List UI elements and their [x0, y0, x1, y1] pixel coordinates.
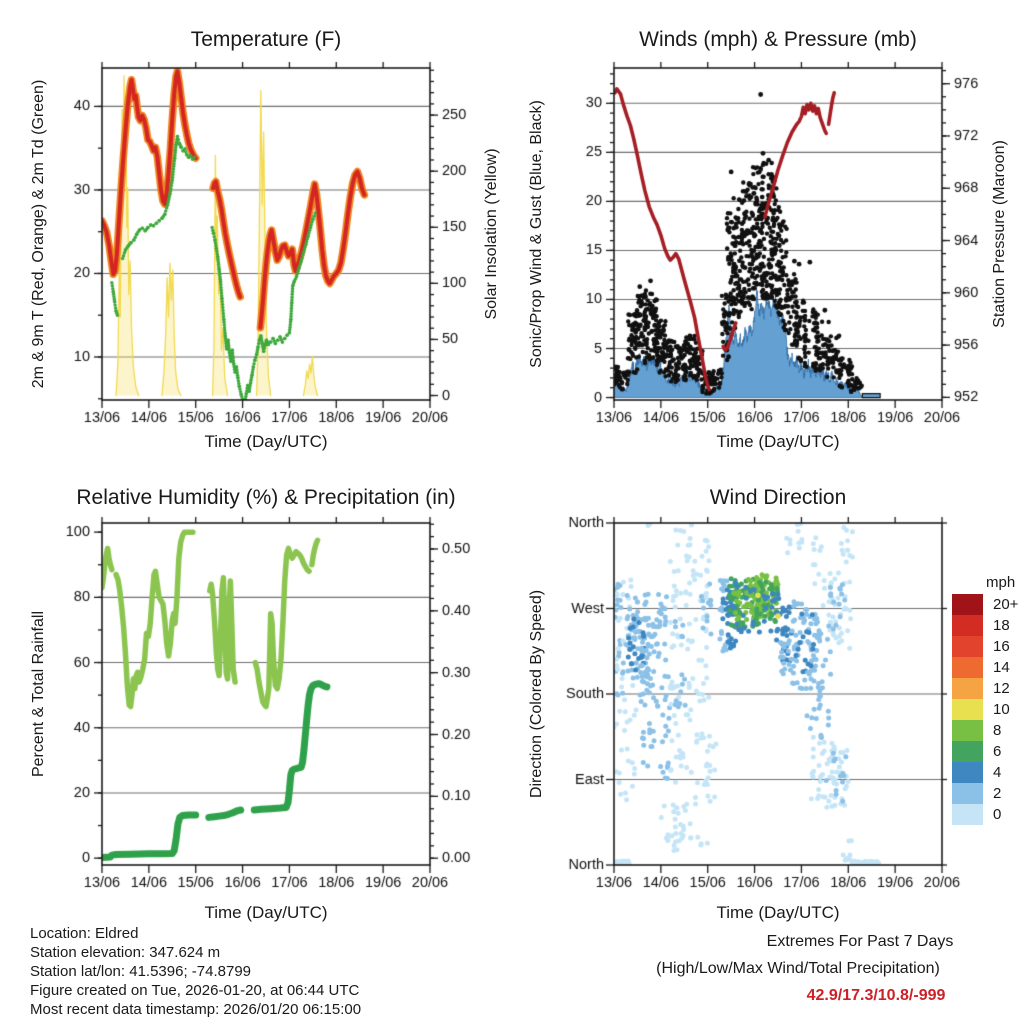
time-axis-label-humidity: Time (Day/UTC)	[204, 903, 328, 922]
colorbar-label-10: 10	[993, 701, 1010, 718]
winds-ylabel-left: Sonic/Prop Wind & Gust (Blue, Black)	[528, 100, 545, 368]
winds-pressure-title: Winds (mph) & Pressure (mb)	[639, 28, 917, 51]
temperature-title: Temperature (F)	[190, 28, 342, 51]
colorbar-label-16: 16	[993, 638, 1010, 655]
time-axis-label-winds: Time (Day/UTC)	[716, 432, 840, 451]
colorbar	[952, 594, 1024, 826]
colorbar-label-6: 6	[993, 743, 1002, 760]
footer-latlon-line: Station lat/lon: 41.5396; -74.8799	[30, 963, 252, 980]
colorbar-label-12: 12	[993, 680, 1010, 697]
colorbar-cell-0	[952, 804, 983, 825]
footer-created-line: Figure created on Tue, 2026-01-20, at 06:44 UTC	[30, 982, 360, 999]
winds-ylabel-right: Station Pressure (Maroon)	[991, 140, 1008, 328]
humidity-ylabel-left: Percent & Total Rainfall	[30, 610, 47, 778]
colorbar-label-14: 14	[993, 659, 1010, 676]
time-axis-label-direction: Time (Day/UTC)	[716, 903, 840, 922]
colorbar-cell-8	[952, 720, 983, 741]
temperature-ylabel-left: 2m & 9m T (Red, Orange) & 2m Td (Green)	[30, 79, 47, 389]
colorbar-label-20+: 20+	[993, 596, 1019, 613]
colorbar-cell-2	[952, 783, 983, 804]
colorbar-label-2: 2	[993, 785, 1002, 802]
extremes-subheading: (High/Low/Max Wind/Total Precipitation)	[656, 960, 940, 977]
footer-location-line: Location: Eldred	[30, 925, 139, 942]
colorbar-label-0: 0	[993, 806, 1002, 823]
footer-elevation-line: Station elevation: 347.624 m	[30, 944, 221, 961]
colorbar-label-4: 4	[993, 764, 1002, 781]
colorbar-cell-16	[952, 636, 983, 657]
colorbar-title: mph	[986, 574, 1016, 591]
humidity-precip-title: Relative Humidity (%) & Precipitation (in)	[76, 486, 456, 509]
colorbar-cell-10	[952, 699, 983, 720]
wind-direction-title: Wind Direction	[709, 486, 847, 509]
colorbar-cell-18	[952, 615, 983, 636]
footer-timestamp-line: Most recent data timestamp: 2026/01/20 06:15:00	[30, 1001, 362, 1018]
colorbar-cell-4	[952, 762, 983, 783]
time-axis-label-temperature: Time (Day/UTC)	[204, 432, 328, 451]
colorbar-label-18: 18	[993, 617, 1010, 634]
colorbar-cell-14	[952, 657, 983, 678]
wind-direction-ylabel-left: Direction (Colored By Speed)	[528, 589, 545, 799]
colorbar-cell-20+	[952, 594, 983, 615]
colorbar-cell-12	[952, 678, 983, 699]
colorbar-label-8: 8	[993, 722, 1002, 739]
colorbar-cell-6	[952, 741, 983, 762]
extremes-values: 42.9/17.3/10.8/-999	[806, 987, 946, 1004]
temperature-ylabel-right: Solar Insolation (Yellow)	[483, 148, 500, 320]
extremes-heading: Extremes For Past 7 Days	[766, 933, 954, 950]
